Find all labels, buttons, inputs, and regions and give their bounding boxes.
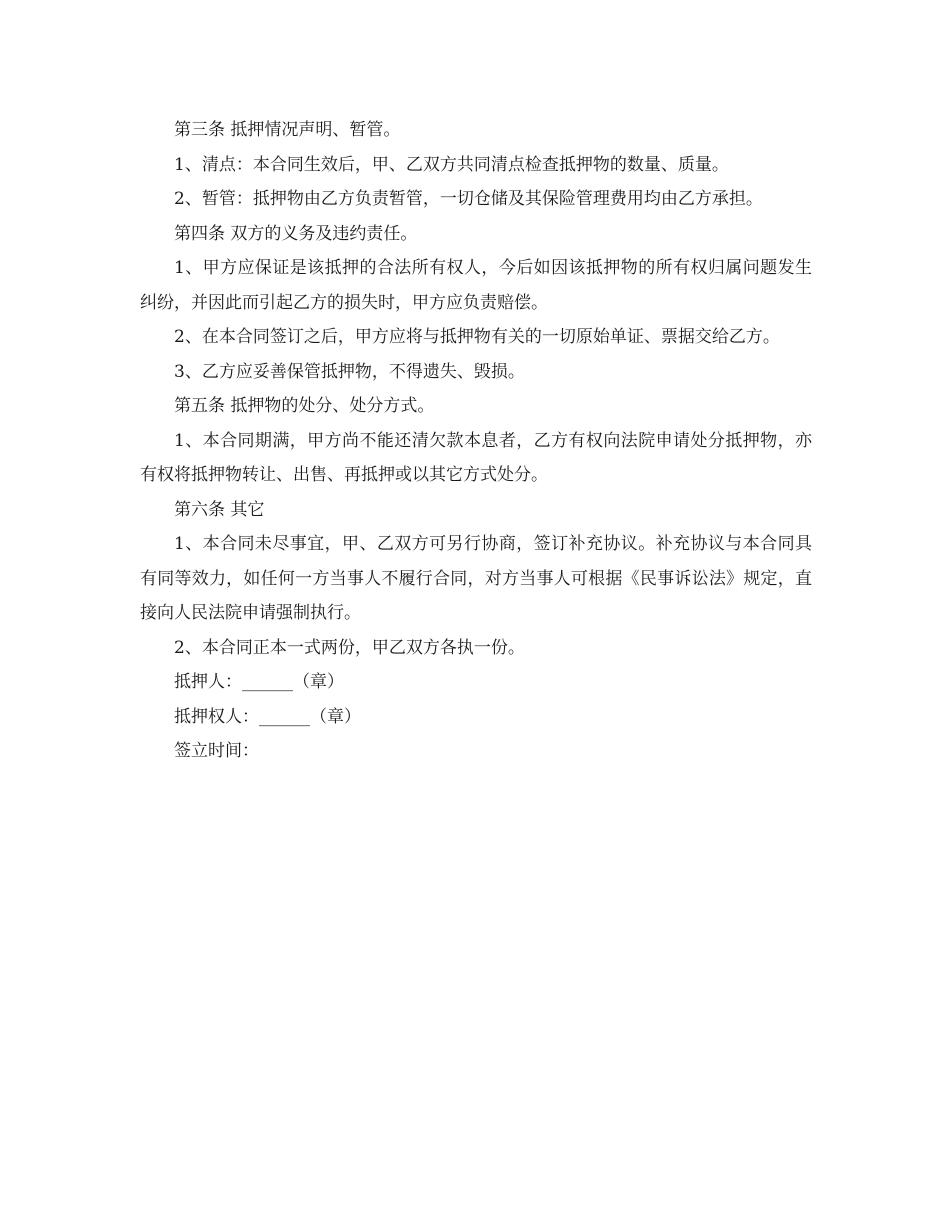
article-4-clause-2: 2、在本合同签订之后，甲方应将与抵押物有关的一切原始单证、票据交给乙方。	[174, 327, 780, 347]
article-4-clause-3: 3、乙方应妥善保管抵押物，不得遗失、毁损。	[174, 361, 525, 382]
article-3-heading: 第三条 抵押情况声明、暂管。	[174, 120, 401, 140]
article-4-heading: 第四条 双方的义务及违约责任。	[174, 223, 418, 244]
signing-date-line: 签立时间：	[174, 741, 259, 761]
mortgagee-signature-line: 抵押权人：______（章）	[174, 706, 361, 727]
mortgagor-signature-line: 抵押人：______（章）	[174, 672, 344, 692]
article-5-clause-1: 1、本合同期满，甲方尚不能还清欠款本息者，乙方有权向法院申请处分抵押物，亦有权将抵押物转让、出售、再抵押或以其它方式处分。	[140, 430, 812, 485]
article-4-clause-1: 1、甲方应保证是该抵押的合法所有权人，今后如因该抵押物的所有权归属问题发生纠纷，并因此而引起乙方的损失时，甲方应负责赔偿。	[140, 258, 812, 313]
article-6-heading: 第六条 其它	[174, 499, 265, 520]
article-3-clause-2: 2、暂管：抵押物由乙方负责暂管，一切仓储及其保险管理费用均由乙方承担。	[174, 189, 763, 209]
article-6-clause-2: 2、本合同正本一式两份，甲乙双方各执一份。	[174, 637, 525, 658]
article-6-clause-1: 1、本合同未尽事宜，甲、乙双方可另行协商，签订补充协议。补充协议与本合同具有同等效力，如任何一方当事人不履行合同，对方当事人可根据《民事诉讼法》规定，直接向人民法院申请强制执行。	[140, 534, 812, 623]
document-body	[140, 113, 812, 769]
article-3-clause-1: 1、清点：本合同生效后，甲、乙双方共同清点检查抵押物的数量、质量。	[174, 154, 729, 175]
article-5-heading: 第五条 抵押物的处分、处分方式。	[174, 396, 435, 416]
